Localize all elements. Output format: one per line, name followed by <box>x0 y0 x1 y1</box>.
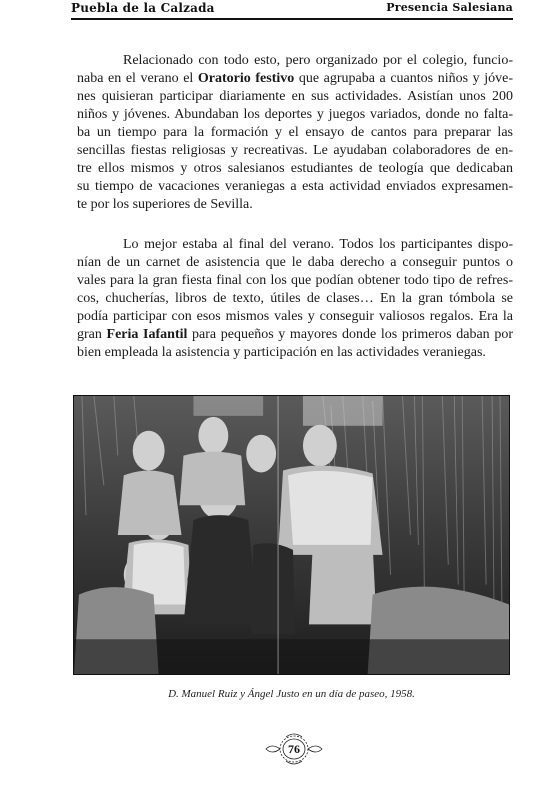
paragraph-oratorio <box>77 52 513 214</box>
text-line: Relacionado con todo esto, pero organizado por el colegio, funcio- <box>123 53 513 68</box>
text-line: nes quisieran participar diariamente en sus actividades. Asistían unos 200 <box>77 89 513 104</box>
text-run: para pequeños y mayores donde los primeros daban por <box>187 327 513 342</box>
text-line: vales para la gran fiesta final con los que podían obtener todo tipo de refres- <box>77 273 513 288</box>
text-run: naba en el verano el <box>77 71 198 86</box>
text-line: sencillas fiestas religiosas y recreativas. Le ayudaban colaboradores de en- <box>77 143 513 158</box>
text-line: nían de un carnet de asistencia que le daba derecho a conseguir puntos o <box>77 255 513 270</box>
text-line: tre ellos mismos y otros salesianos estudiantes de teología que dedicaban <box>77 161 513 176</box>
text-line: te por los superiores de Sevilla. <box>77 197 253 212</box>
group-photo-illustration <box>74 396 509 674</box>
text-line: ba un tiempo para la formación y el ensayo de cantos para preparar las <box>77 125 513 140</box>
text-line: su tiempo de vacaciones veraniegas a esta actividad enviados expresamen- <box>77 179 513 194</box>
text-line: Lo mejor estaba al final del verano. Todos los participantes dispo- <box>123 237 513 252</box>
header-section-title: Presencia Salesiana <box>386 1 513 14</box>
text-line: podía participar con esos mismos vales y conseguir valiosos regalos. Era la <box>77 309 513 324</box>
feria-infantil-term: Feria Iafantil <box>106 327 188 342</box>
text-line: bien empleada la asistencia y participación en las actividades veraniegas. <box>77 345 486 360</box>
group-photo <box>73 395 510 675</box>
page-number-ornament <box>264 733 324 767</box>
text-line: cos, chucherías, libros de texto, útiles de clases… En la gran tómbola se <box>77 291 513 306</box>
text-line <box>77 70 513 88</box>
text-line: niños y jóvenes. Abundaban los deportes y juegos variados, donde no falta- <box>77 107 513 122</box>
text-line <box>77 326 513 344</box>
header-rule <box>71 18 513 20</box>
page-number: 76 <box>288 742 300 756</box>
text-run: gran <box>77 327 107 342</box>
photo-caption: D. Manuel Ruiz y Ángel Justo en un día de paseo, 1958. <box>168 688 415 700</box>
header-book-title: Puebla de la Calzada <box>71 1 215 15</box>
oratorio-festivo-term: Oratorio festivo <box>197 71 295 86</box>
text-run: que agrupaba a cuantos niños y jóve- <box>294 71 513 86</box>
running-header <box>71 0 513 22</box>
paragraph-feria <box>77 236 513 362</box>
